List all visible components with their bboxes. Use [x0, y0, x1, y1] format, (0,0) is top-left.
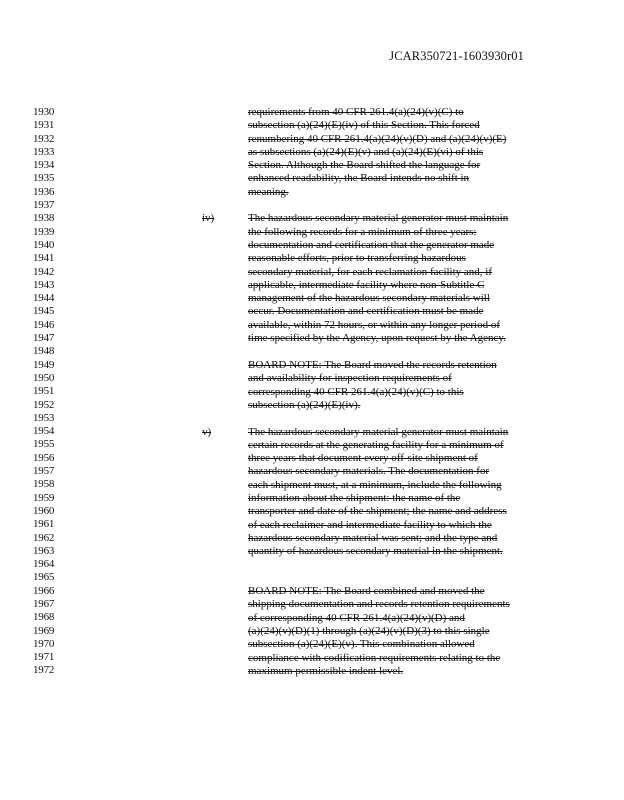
line-number: 1945: [33, 305, 55, 318]
line-number: 1939: [33, 225, 55, 238]
text-line: applicable, intermediate facility where non-Subtitle C: [248, 278, 485, 291]
text-line: BOARD NOTE: The Board combined and moved the: [248, 585, 485, 598]
line-number: 1932: [33, 132, 55, 145]
line-number: 1968: [33, 611, 55, 624]
line-number: 1964: [33, 558, 55, 571]
line-number: 1971: [33, 651, 55, 664]
text-line: hazardous secondary materials. The documentation for: [248, 465, 490, 478]
line-number: 1948: [33, 345, 55, 358]
text-line: available, within 72 hours, or within any longer period of: [248, 318, 501, 331]
text-line: the following records for a minimum of three years:: [248, 225, 477, 238]
text-line: as subsections (a)(24)(E)(v) and (a)(24)(E)(vi) of this: [248, 145, 484, 158]
item-label-iv: iv): [202, 212, 215, 225]
text-line: of corresponding 40 CFR 261.4(a)(24)(v)(D) and: [248, 611, 465, 624]
line-number: 1959: [33, 491, 55, 504]
text-line: occur. Documentation and certification must be made: [248, 305, 484, 318]
line-number: 1962: [33, 531, 55, 544]
line-number: 1957: [33, 465, 55, 478]
paragraph-iv: [248, 212, 538, 345]
line-number-column: [33, 106, 61, 678]
text-line: The hazardous secondary material generator must maintain: [248, 425, 509, 438]
text-line: information about the shipment: the name of the: [248, 491, 461, 504]
line-number: 1931: [33, 119, 55, 132]
line-number: 1958: [33, 478, 55, 491]
text-line: and availability for inspection requirements of: [248, 372, 452, 385]
text-line: of each reclaimer and intermediate facility to which the: [248, 518, 492, 531]
line-number: 1940: [33, 238, 55, 251]
line-number: 1970: [33, 637, 55, 650]
line-number: 1969: [33, 624, 55, 637]
line-number: 1942: [33, 265, 55, 278]
text-line: compliance with codification requirements relating to the: [248, 651, 501, 664]
text-line: Section. Although the Board shifted the language for: [248, 159, 481, 172]
text-line: subsection (a)(24)(E)(iv) of this Section. This forced: [248, 119, 480, 132]
line-number: 1961: [33, 518, 55, 531]
line-number: 1933: [33, 145, 55, 158]
line-number: 1936: [33, 185, 55, 198]
line-number: 1966: [33, 584, 55, 597]
line-number: 1941: [33, 252, 55, 265]
line-number: 1946: [33, 318, 55, 331]
text-line: quantity of hazardous secondary material in the shipment.: [248, 545, 503, 558]
text-line: maximum permissible indent level.: [248, 664, 404, 677]
line-number: 1953: [33, 411, 55, 424]
text-line: enhanced readability, the Board intends no shift in: [248, 172, 470, 185]
line-number: 1965: [33, 571, 55, 584]
line-number: 1949: [33, 358, 55, 371]
text-line: corresponding 40 CFR 261.4(a)(24)(v)(C) to this: [248, 385, 464, 398]
text-line: three years that document every off-site shipment of: [248, 452, 478, 465]
line-number: 1937: [33, 199, 55, 212]
line-number: 1938: [33, 212, 55, 225]
text-line: each shipment must, at a minimum, include the following: [248, 478, 502, 491]
text-line: subsection (a)(24)(E)(v). This combination allowed: [248, 638, 475, 651]
line-number: 1934: [33, 159, 55, 172]
board-note-2: [248, 585, 538, 678]
line-number: 1952: [33, 398, 55, 411]
paragraph-v: [248, 426, 538, 559]
text-line: BOARD NOTE: The Board moved the records retention: [248, 359, 497, 371]
line-number: 1960: [33, 504, 55, 517]
line-number: 1943: [33, 278, 55, 291]
board-note-1: [248, 359, 538, 412]
text-line: reasonable efforts, prior to transferring hazardous: [248, 252, 466, 265]
line-number: 1954: [33, 425, 55, 438]
line-number: 1951: [33, 385, 55, 398]
paragraph-intro-continuation: [248, 106, 538, 199]
document-id-header: JCAR350721-1603930r01: [389, 49, 524, 63]
text-line: certain records at the generating facility for a minimum of: [248, 438, 504, 451]
line-number: 1935: [33, 172, 55, 185]
line-number: 1950: [33, 371, 55, 384]
line-number: 1947: [33, 332, 55, 345]
text-line: The hazardous secondary material generator must maintain: [248, 212, 509, 225]
text-line: (a)(24)(v)(D)(1) through (a)(24)(v)(D)(3) to this single: [248, 624, 490, 637]
text-line: subsection (a)(24)(E)(iv).: [248, 398, 361, 411]
text-line: hazardous secondary material was sent; and the type and: [248, 531, 498, 544]
line-number: 1956: [33, 451, 55, 464]
text-line: time specified by the Agency, upon request by the Agency.: [248, 332, 506, 345]
line-number: 1944: [33, 292, 55, 305]
line-number: 1955: [33, 438, 55, 451]
text-line: shipping documentation and records retention requirements: [248, 598, 510, 611]
text-line: renumbering 40 CFR 261.4(a)(24)(v)(D) and (a)(24)(v)(E): [248, 132, 507, 145]
text-line: documentation and certification that the generator made: [248, 238, 495, 251]
item-label-v: v): [202, 425, 212, 438]
text-line: requirements from 40 CFR 261.4(a)(24)(v)(C) to: [248, 106, 464, 118]
text-line: meaning.: [248, 185, 289, 198]
line-number: 1972: [33, 664, 55, 677]
text-line: transporter and date of the shipment; the name and address: [248, 505, 507, 518]
text-line: secondary material, for each reclamation facility and, if: [248, 265, 493, 278]
line-number: 1930: [33, 106, 55, 118]
line-number: 1963: [33, 544, 55, 557]
text-line: management of the hazardous secondary materials will: [248, 292, 490, 305]
line-number: 1967: [33, 597, 55, 610]
